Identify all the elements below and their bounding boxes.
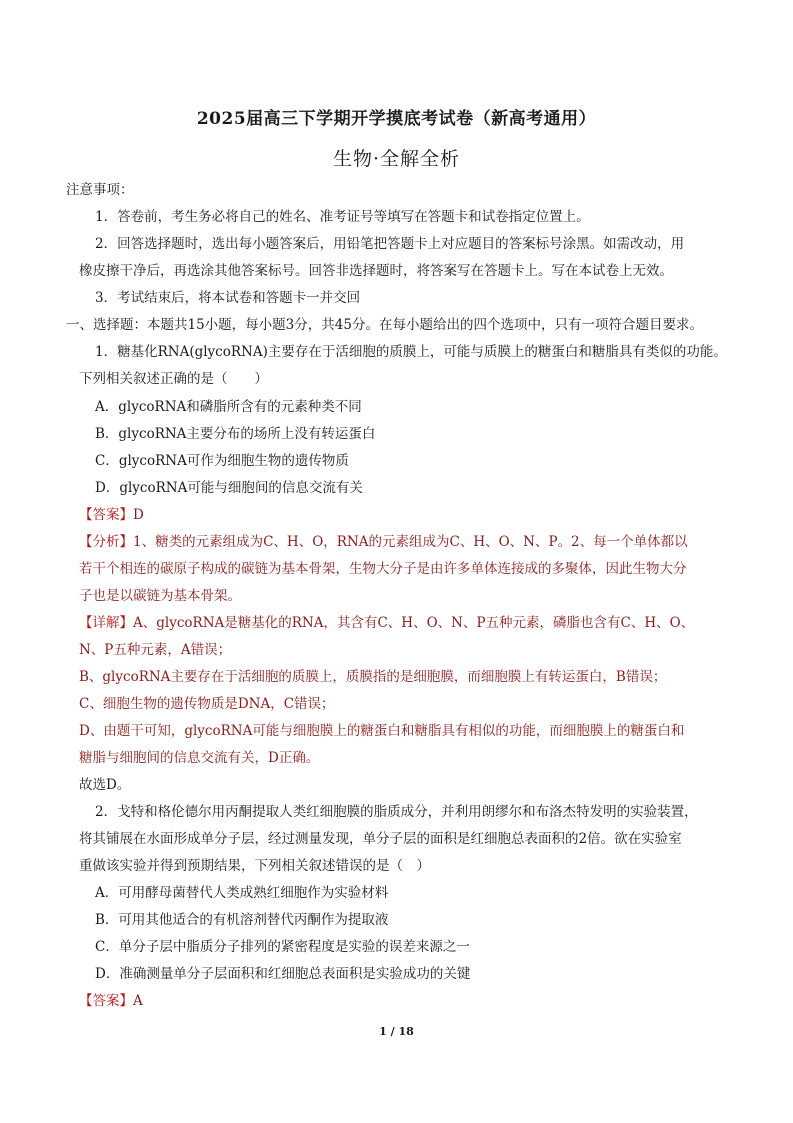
q2-option-d: D．准确测量单分子层面积和红细胞总表面积是实验成功的关键 xyxy=(95,966,471,982)
q1-detail-line-6: 糖脂与细胞间的信息交流有关，D正确。 xyxy=(79,750,320,766)
q1-analysis-text-1: 1、糖类的元素组成为C、H、O，RNA的元素组成为C、H、O、N、P。2、每一个单体都以 xyxy=(133,534,688,550)
note-item-1: 1．答卷前，考生务必将自己的姓名、准考证号等填写在答题卡和试卷指定位置上。 xyxy=(95,209,590,225)
q1-detail-line-5: D、由题干可知，glycoRNA可能与细胞膜上的糖蛋白和糖脂具有相似的功能，而细胞膜上的糖蛋白和 xyxy=(79,723,685,739)
note-item-3: 3．考试结束后，将本试卷和答题卡一并交回 xyxy=(95,290,361,306)
q2-answer xyxy=(79,991,143,1011)
q1-answer-value: D xyxy=(133,507,144,523)
q1-analysis-tag: 【分析】 xyxy=(79,534,133,550)
q1-analysis-line-1 xyxy=(79,532,688,552)
q2-option-a: A．可用酵母菌替代人类成熟红细胞作为实验材料 xyxy=(95,885,389,901)
q1-analysis-line-2: 若干个相连的碳原子构成的碳链为基本骨架，生物大分子是由许多单体连接成的多聚体，因此生物大分 xyxy=(79,561,687,577)
q1-stem-line-1: 1．糖基化RNA(glycoRNA)主要存在于活细胞的质膜上，可能与质膜上的糖蛋白和糖脂具有类似的功能。 xyxy=(95,344,727,360)
note-item-2: 2．回答选择题时，选出每小题答案后，用铅笔把答题卡上对应题目的答案标号涂黑。如需改动，用 xyxy=(95,236,685,252)
q2-option-c: C．单分子层中脂质分子排列的紧密程度是实验的误差来源之一 xyxy=(95,939,470,955)
q1-detail-line-2: N、P五种元素，A错误； xyxy=(79,642,232,658)
q1-detail-text-1: A、glycoRNA是糖基化的RNA，其含有C、H、O、N、P五种元素，磷脂也含有C、H、O、 xyxy=(133,615,695,631)
q1-answer xyxy=(79,505,144,525)
page-title: 2025届高三下学期开学摸底考试卷（新高考通用） xyxy=(196,109,597,129)
q1-detail-tag: 【详解】 xyxy=(79,615,133,631)
q1-detail-line-3: B、glycoRNA主要存在于活细胞的质膜上，质膜指的是细胞膜，而细胞膜上有转运蛋白，B错误； xyxy=(79,669,667,685)
q2-answer-value: A xyxy=(133,993,143,1009)
q1-option-d: D．glycoRNA可能与细胞间的信息交流有关 xyxy=(95,480,363,496)
q1-option-b: B．glycoRNA主要分布的场所上没有转运蛋白 xyxy=(95,426,376,442)
q1-conclusion: 故选D。 xyxy=(79,777,131,793)
q1-option-c: C．glycoRNA可作为细胞生物的遗传物质 xyxy=(95,453,349,469)
section-heading: 一、选择题：本题共15小题，每小题3分，共45分。在每小题给出的四个选项中，只有一项符合题目要求。 xyxy=(66,317,703,333)
q1-answer-tag: 【答案】 xyxy=(79,507,133,523)
q2-stem-line-1: 2．戈特和格伦德尔用丙酮提取人类红细胞膜的脂质成分，并利用朗缪尔和布洛杰特发明的实验装置， xyxy=(95,804,698,820)
q1-stem-line-2: 下列相关叙述正确的是（ ） xyxy=(79,371,268,387)
q2-stem-line-3: 重做该实验并得到预期结果，下列相关叙述错误的是（ ） xyxy=(79,858,430,874)
q1-option-a: A．glycoRNA和磷脂所含有的元素种类不同 xyxy=(95,399,362,415)
q2-stem-line-2: 将其铺展在水面形成单分子层，经过测量发现，单分子层的面积是红细胞总表面积的2倍。欲在实验室 xyxy=(79,831,682,847)
notes-heading: 注意事项： xyxy=(66,182,134,198)
page-number: 1 / 18 xyxy=(379,1025,414,1038)
page-subtitle: 生物·全解全析 xyxy=(332,148,461,170)
q2-answer-tag: 【答案】 xyxy=(79,993,133,1009)
q2-option-b: B．可用其他适合的有机溶剂替代丙酮作为提取液 xyxy=(95,912,389,928)
q1-detail-line-4: C、细胞生物的遗传物质是DNA，C错误； xyxy=(79,696,335,712)
q1-detail-line-1 xyxy=(79,613,694,633)
note-item-2-cont: 橡皮擦干净后，再选涂其他答案标号。回答非选择题时，将答案写在答题卡上。写在本试卷上无效。 xyxy=(79,263,673,279)
q1-analysis-line-3: 子也是以碳链为基本骨架。 xyxy=(79,588,241,604)
